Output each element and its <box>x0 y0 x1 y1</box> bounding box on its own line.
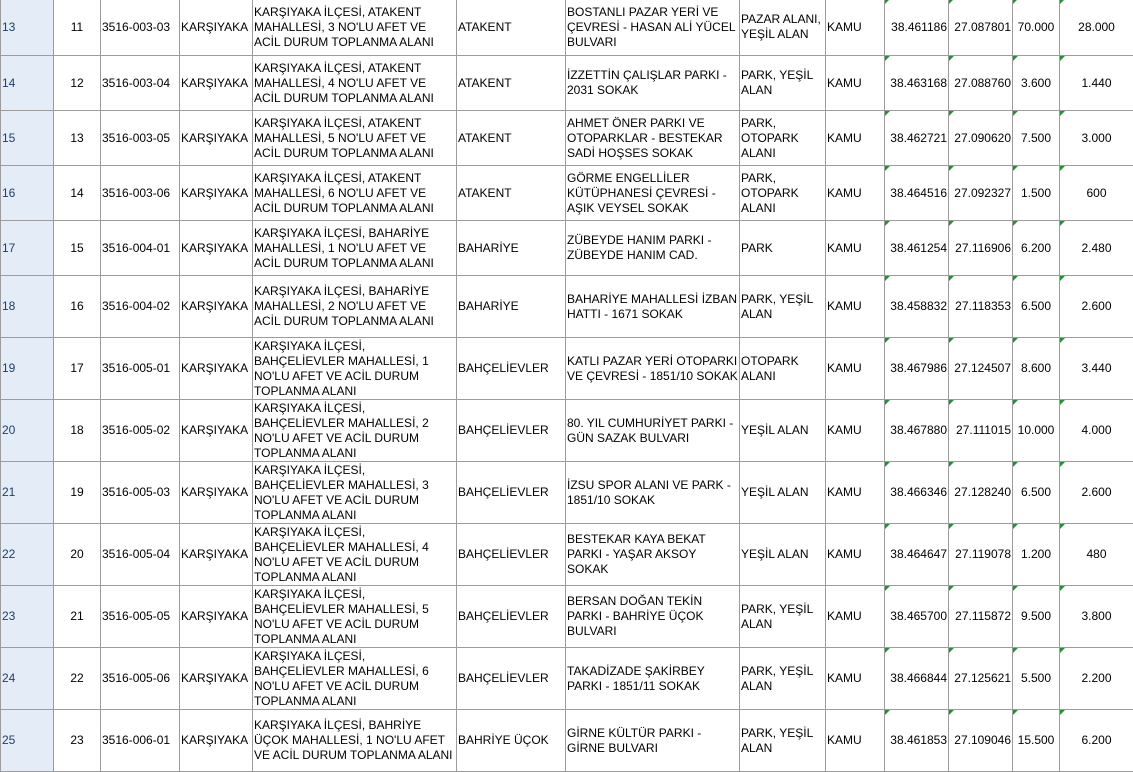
row-header[interactable]: 14 <box>1 56 54 111</box>
row-header[interactable]: 13 <box>1 0 54 56</box>
table-row[interactable] <box>1 462 1133 524</box>
cell-longitude[interactable]: 27.124507 <box>949 338 1013 400</box>
cell-capacity[interactable]: 28.000 <box>1060 0 1133 56</box>
cell-district[interactable]: KARŞIYAKA <box>180 710 253 772</box>
cell-area-type[interactable]: PARK <box>740 221 826 276</box>
row-header[interactable]: 20 <box>1 400 54 462</box>
cell-longitude[interactable]: 27.087801 <box>949 0 1013 56</box>
cell-area-type[interactable]: YEŞİL ALAN <box>740 524 826 586</box>
cell-neighborhood[interactable]: BAHRİYE ÜÇOK <box>457 710 566 772</box>
table-row[interactable] <box>1 586 1133 648</box>
cell-longitude[interactable]: 27.090620 <box>949 111 1013 166</box>
cell-ownership[interactable]: KAMU <box>826 338 885 400</box>
cell-code[interactable]: 3516-005-02 <box>101 400 180 462</box>
cell-area[interactable]: 70.000 <box>1013 0 1060 56</box>
cell-district[interactable]: KARŞIYAKA <box>180 0 253 56</box>
cell-code[interactable]: 3516-006-01 <box>101 710 180 772</box>
cell-area-type[interactable]: YEŞİL ALAN <box>740 462 826 524</box>
cell-district[interactable]: KARŞIYAKA <box>180 221 253 276</box>
table-row[interactable] <box>1 524 1133 586</box>
cell-area[interactable]: 6.500 <box>1013 462 1060 524</box>
row-header[interactable]: 19 <box>1 338 54 400</box>
cell-ownership[interactable]: KAMU <box>826 221 885 276</box>
cell-capacity[interactable]: 2.480 <box>1060 221 1133 276</box>
row-header[interactable]: 23 <box>1 586 54 648</box>
cell-latitude[interactable]: 38.458832 <box>885 276 949 338</box>
cell-area-type[interactable]: PARK, OTOPARK ALANI <box>740 111 826 166</box>
cell-code[interactable]: 3516-005-06 <box>101 648 180 710</box>
table-row[interactable] <box>1 0 1133 56</box>
table-row[interactable] <box>1 56 1133 111</box>
cell-area[interactable]: 7.500 <box>1013 111 1060 166</box>
table-row[interactable] <box>1 338 1133 400</box>
cell-neighborhood[interactable]: BAHÇELİEVLER <box>457 524 566 586</box>
row-header[interactable]: 25 <box>1 710 54 772</box>
cell-code[interactable]: 3516-004-01 <box>101 221 180 276</box>
cell-code[interactable]: 3516-003-03 <box>101 0 180 56</box>
cell-longitude[interactable]: 27.116906 <box>949 221 1013 276</box>
cell-location[interactable]: 80. YIL CUMHURİYET PARKI - GÜN SAZAK BULVARI <box>566 400 740 462</box>
cell-code[interactable]: 3516-003-04 <box>101 56 180 111</box>
cell-capacity[interactable]: 2.200 <box>1060 648 1133 710</box>
cell-code[interactable]: 3516-003-06 <box>101 166 180 221</box>
cell-location[interactable]: ZÜBEYDE HANIM PARKI - ZÜBEYDE HANIM CAD. <box>566 221 740 276</box>
cell-district[interactable]: KARŞIYAKA <box>180 586 253 648</box>
cell-capacity[interactable]: 3.440 <box>1060 338 1133 400</box>
cell-location[interactable]: BESTEKAR KAYA BEKAT PARKI - YAŞAR AKSOY SOKAK <box>566 524 740 586</box>
cell-capacity[interactable]: 2.600 <box>1060 276 1133 338</box>
cell-longitude[interactable]: 27.109046 <box>949 710 1013 772</box>
cell-location[interactable]: BERSAN DOĞAN TEKİN PARKI - BAHRİYE ÜÇOK BULVARI <box>566 586 740 648</box>
cell-description[interactable]: KARŞIYAKA İLÇESİ, ATAKENT MAHALLESİ, 5 NO'LU AFET VE ACİL DURUM TOPLANMA ALANI <box>253 111 457 166</box>
cell-latitude[interactable]: 38.461254 <box>885 221 949 276</box>
cell-location[interactable]: BOSTANLI PAZAR YERİ VE ÇEVRESİ - HASAN ALİ YÜCEL BULVARI <box>566 0 740 56</box>
table-row[interactable] <box>1 221 1133 276</box>
cell-no[interactable]: 15 <box>54 221 101 276</box>
cell-district[interactable]: KARŞIYAKA <box>180 338 253 400</box>
cell-district[interactable]: KARŞIYAKA <box>180 462 253 524</box>
cell-area[interactable]: 1.200 <box>1013 524 1060 586</box>
cell-no[interactable]: 16 <box>54 276 101 338</box>
cell-code[interactable]: 3516-005-04 <box>101 524 180 586</box>
cell-area-type[interactable]: PARK, YEŞİL ALAN <box>740 56 826 111</box>
cell-area[interactable]: 3.600 <box>1013 56 1060 111</box>
cell-longitude[interactable]: 27.118353 <box>949 276 1013 338</box>
cell-longitude[interactable]: 27.128240 <box>949 462 1013 524</box>
row-header[interactable]: 21 <box>1 462 54 524</box>
cell-area[interactable]: 6.500 <box>1013 276 1060 338</box>
cell-capacity[interactable]: 480 <box>1060 524 1133 586</box>
cell-location[interactable]: GİRNE KÜLTÜR PARKI - GİRNE BULVARI <box>566 710 740 772</box>
cell-location[interactable]: GÖRME ENGELLİLER KÜTÜPHANESİ ÇEVRESİ - AŞIK VEYSEL SOKAK <box>566 166 740 221</box>
cell-no[interactable]: 23 <box>54 710 101 772</box>
cell-neighborhood[interactable]: BAHÇELİEVLER <box>457 586 566 648</box>
cell-longitude[interactable]: 27.125621 <box>949 648 1013 710</box>
row-header[interactable]: 24 <box>1 648 54 710</box>
cell-area-type[interactable]: PARK, YEŞİL ALAN <box>740 710 826 772</box>
cell-ownership[interactable]: KAMU <box>826 586 885 648</box>
cell-description[interactable]: KARŞIYAKA İLÇESİ, BAHÇELİEVLER MAHALLESİ, 2 NO'LU AFET VE ACİL DURUM TOPLANMA ALANI <box>253 400 457 462</box>
cell-no[interactable]: 21 <box>54 586 101 648</box>
cell-latitude[interactable]: 38.461186 <box>885 0 949 56</box>
cell-area[interactable]: 9.500 <box>1013 586 1060 648</box>
cell-capacity[interactable]: 3.000 <box>1060 111 1133 166</box>
cell-latitude[interactable]: 38.465700 <box>885 586 949 648</box>
cell-code[interactable]: 3516-004-02 <box>101 276 180 338</box>
table-row[interactable] <box>1 648 1133 710</box>
cell-area-type[interactable]: PAZAR ALANI, YEŞİL ALAN <box>740 0 826 56</box>
cell-area-type[interactable]: PARK, YEŞİL ALAN <box>740 648 826 710</box>
row-header[interactable]: 16 <box>1 166 54 221</box>
cell-description[interactable]: KARŞIYAKA İLÇESİ, BAHARİYE MAHALLESİ, 2 NO'LU AFET VE ACİL DURUM TOPLANMA ALANI <box>253 276 457 338</box>
cell-description[interactable]: KARŞIYAKA İLÇESİ, ATAKENT MAHALLESİ, 6 NO'LU AFET VE ACİL DURUM TOPLANMA ALANI <box>253 166 457 221</box>
cell-longitude[interactable]: 27.092327 <box>949 166 1013 221</box>
cell-neighborhood[interactable]: BAHÇELİEVLER <box>457 462 566 524</box>
cell-description[interactable]: KARŞIYAKA İLÇESİ, BAHÇELİEVLER MAHALLESİ, 6 NO'LU AFET VE ACİL DURUM TOPLANMA ALANI <box>253 648 457 710</box>
cell-area-type[interactable]: YEŞİL ALAN <box>740 400 826 462</box>
cell-no[interactable]: 18 <box>54 400 101 462</box>
cell-latitude[interactable]: 38.466844 <box>885 648 949 710</box>
cell-ownership[interactable]: KAMU <box>826 0 885 56</box>
cell-location[interactable]: İZSU SPOR ALANI VE PARK - 1851/10 SOKAK <box>566 462 740 524</box>
cell-no[interactable]: 13 <box>54 111 101 166</box>
cell-latitude[interactable]: 38.467986 <box>885 338 949 400</box>
cell-latitude[interactable]: 38.467880 <box>885 400 949 462</box>
cell-description[interactable]: KARŞIYAKA İLÇESİ, ATAKENT MAHALLESİ, 3 NO'LU AFET VE ACİL DURUM TOPLANMA ALANI <box>253 0 457 56</box>
table-row[interactable] <box>1 111 1133 166</box>
cell-ownership[interactable]: KAMU <box>826 648 885 710</box>
cell-capacity[interactable]: 1.440 <box>1060 56 1133 111</box>
cell-location[interactable]: KATLI PAZAR YERİ OTOPARKI VE ÇEVRESİ - 1851/10 SOKAK <box>566 338 740 400</box>
cell-neighborhood[interactable]: ATAKENT <box>457 0 566 56</box>
cell-latitude[interactable]: 38.463168 <box>885 56 949 111</box>
cell-district[interactable]: KARŞIYAKA <box>180 276 253 338</box>
cell-capacity[interactable]: 6.200 <box>1060 710 1133 772</box>
table-row[interactable] <box>1 710 1133 772</box>
cell-latitude[interactable]: 38.466346 <box>885 462 949 524</box>
table-row[interactable] <box>1 166 1133 221</box>
cell-area-type[interactable]: PARK, OTOPARK ALANI <box>740 166 826 221</box>
cell-district[interactable]: KARŞIYAKA <box>180 524 253 586</box>
cell-description[interactable]: KARŞIYAKA İLÇESİ, BAHÇELİEVLER MAHALLESİ, 3 NO'LU AFET VE ACİL DURUM TOPLANMA ALANI <box>253 462 457 524</box>
row-header[interactable]: 18 <box>1 276 54 338</box>
cell-longitude[interactable]: 27.119078 <box>949 524 1013 586</box>
cell-neighborhood[interactable]: BAHÇELİEVLER <box>457 648 566 710</box>
cell-neighborhood[interactable]: ATAKENT <box>457 56 566 111</box>
table-row[interactable] <box>1 400 1133 462</box>
cell-neighborhood[interactable]: ATAKENT <box>457 166 566 221</box>
cell-district[interactable]: KARŞIYAKA <box>180 400 253 462</box>
cell-neighborhood[interactable]: BAHÇELİEVLER <box>457 338 566 400</box>
cell-area[interactable]: 8.600 <box>1013 338 1060 400</box>
sheet-body <box>1 0 1133 772</box>
cell-ownership[interactable]: KAMU <box>826 166 885 221</box>
cell-description[interactable]: KARŞIYAKA İLÇESİ, BAHÇELİEVLER MAHALLESİ, 1 NO'LU AFET VE ACİL DURUM TOPLANMA ALANI <box>253 338 457 400</box>
cell-no[interactable]: 20 <box>54 524 101 586</box>
row-header[interactable]: 17 <box>1 221 54 276</box>
cell-description[interactable]: KARŞIYAKA İLÇESİ, BAHARİYE MAHALLESİ, 1 NO'LU AFET VE ACİL DURUM TOPLANMA ALANI <box>253 221 457 276</box>
cell-district[interactable]: KARŞIYAKA <box>180 166 253 221</box>
cell-longitude[interactable]: 27.088760 <box>949 56 1013 111</box>
cell-ownership[interactable]: KAMU <box>826 524 885 586</box>
cell-capacity[interactable]: 4.000 <box>1060 400 1133 462</box>
row-header[interactable]: 15 <box>1 111 54 166</box>
cell-location[interactable]: İZZETTİN ÇALIŞLAR PARKI - 2031 SOKAK <box>566 56 740 111</box>
cell-ownership[interactable]: KAMU <box>826 111 885 166</box>
cell-ownership[interactable]: KAMU <box>826 710 885 772</box>
cell-no[interactable]: 17 <box>54 338 101 400</box>
cell-neighborhood[interactable]: BAHARİYE <box>457 221 566 276</box>
cell-description[interactable]: KARŞIYAKA İLÇESİ, BAHÇELİEVLER MAHALLESİ, 5 NO'LU AFET VE ACİL DURUM TOPLANMA ALANI <box>253 586 457 648</box>
cell-description[interactable]: KARŞIYAKA İLÇESİ, BAHRİYE ÜÇOK MAHALLESİ, 1 NO'LU AFET VE ACİL DURUM TOPLANMA ALANI <box>253 710 457 772</box>
cell-code[interactable]: 3516-005-03 <box>101 462 180 524</box>
cell-location[interactable]: AHMET ÖNER PARKI VE OTOPARKLAR - BESTEKAR SADİ HOŞSES SOKAK <box>566 111 740 166</box>
cell-location[interactable]: TAKADİZADE ŞAKİRBEY PARKI - 1851/11 SOKAK <box>566 648 740 710</box>
cell-no[interactable]: 22 <box>54 648 101 710</box>
cell-area[interactable]: 1.500 <box>1013 166 1060 221</box>
cell-no[interactable]: 12 <box>54 56 101 111</box>
cell-ownership[interactable]: KAMU <box>826 276 885 338</box>
cell-code[interactable]: 3516-005-05 <box>101 586 180 648</box>
cell-code[interactable]: 3516-003-05 <box>101 111 180 166</box>
cell-latitude[interactable]: 38.462721 <box>885 111 949 166</box>
cell-longitude[interactable]: 27.115872 <box>949 586 1013 648</box>
cell-neighborhood[interactable]: BAHÇELİEVLER <box>457 400 566 462</box>
cell-area-type[interactable]: OTOPARK ALANI <box>740 338 826 400</box>
cell-area[interactable]: 10.000 <box>1013 400 1060 462</box>
cell-neighborhood[interactable]: ATAKENT <box>457 111 566 166</box>
cell-code[interactable]: 3516-005-01 <box>101 338 180 400</box>
cell-description[interactable]: KARŞIYAKA İLÇESİ, BAHÇELİEVLER MAHALLESİ, 4 NO'LU AFET VE ACİL DURUM TOPLANMA ALANI <box>253 524 457 586</box>
cell-capacity[interactable]: 2.600 <box>1060 462 1133 524</box>
cell-area-type[interactable]: PARK, YEŞİL ALAN <box>740 586 826 648</box>
cell-district[interactable]: KARŞIYAKA <box>180 56 253 111</box>
row-header[interactable]: 22 <box>1 524 54 586</box>
cell-area[interactable]: 6.200 <box>1013 221 1060 276</box>
cell-latitude[interactable]: 38.464516 <box>885 166 949 221</box>
cell-no[interactable]: 19 <box>54 462 101 524</box>
cell-area[interactable]: 5.500 <box>1013 648 1060 710</box>
cell-area[interactable]: 15.500 <box>1013 710 1060 772</box>
cell-neighborhood[interactable]: BAHARİYE <box>457 276 566 338</box>
cell-district[interactable]: KARŞIYAKA <box>180 648 253 710</box>
cell-area-type[interactable]: PARK, YEŞİL ALAN <box>740 276 826 338</box>
cell-no[interactable]: 11 <box>54 0 101 56</box>
cell-ownership[interactable]: KAMU <box>826 462 885 524</box>
cell-no[interactable]: 14 <box>54 166 101 221</box>
cell-location[interactable]: BAHARİYE MAHALLESİ İZBAN HATTI - 1671 SOKAK <box>566 276 740 338</box>
cell-latitude[interactable]: 38.464647 <box>885 524 949 586</box>
cell-ownership[interactable]: KAMU <box>826 400 885 462</box>
cell-description[interactable]: KARŞIYAKA İLÇESİ, ATAKENT MAHALLESİ, 4 NO'LU AFET VE ACİL DURUM TOPLANMA ALANI <box>253 56 457 111</box>
cell-longitude[interactable]: 27.111015 <box>949 400 1013 462</box>
cell-ownership[interactable]: KAMU <box>826 56 885 111</box>
table-row[interactable] <box>1 276 1133 338</box>
cell-capacity[interactable]: 600 <box>1060 166 1133 221</box>
cell-capacity[interactable]: 3.800 <box>1060 586 1133 648</box>
cell-latitude[interactable]: 38.461853 <box>885 710 949 772</box>
cell-district[interactable]: KARŞIYAKA <box>180 111 253 166</box>
